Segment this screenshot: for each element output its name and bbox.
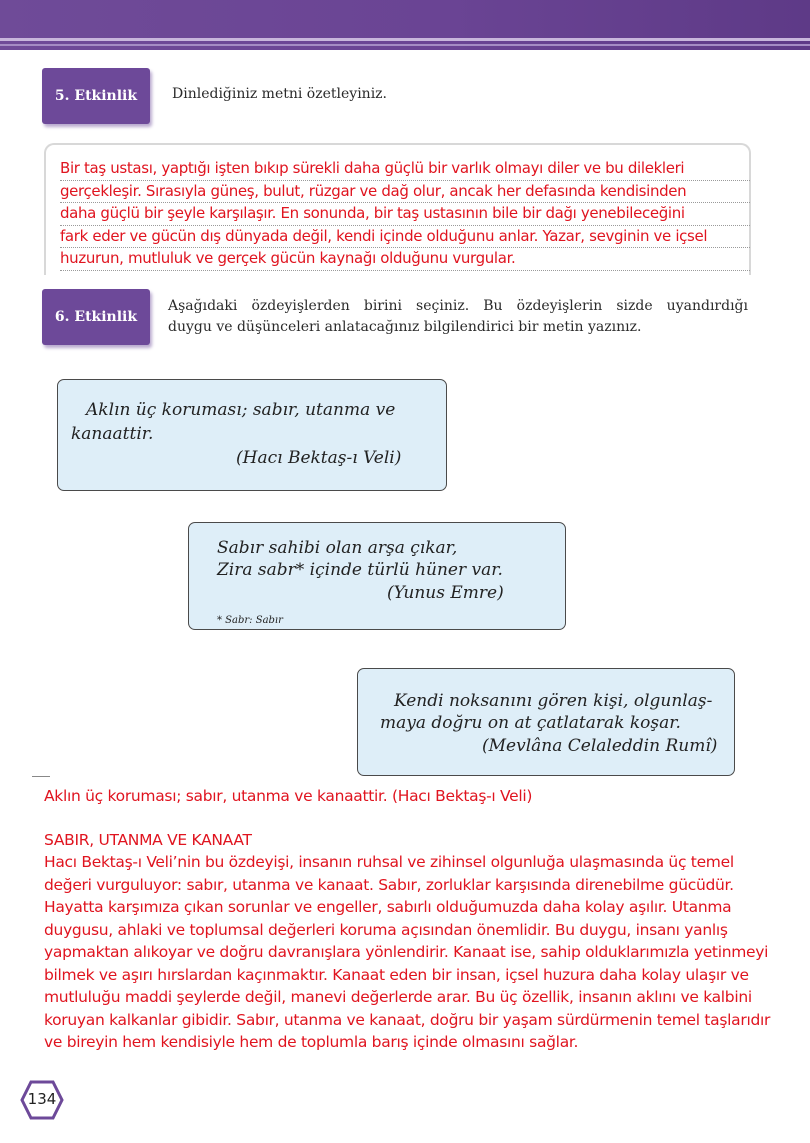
- activity-6-instruction-line: Aşağıdaki özdeyişlerden birini seçiniz. Bu özdeyişlerin sizde uyandırdığı: [168, 298, 748, 314]
- activity-6-instruction: [168, 296, 748, 338]
- quote-author: (Hacı Bektaş-ı Veli): [236, 448, 402, 468]
- quote-line: Kendi noksanını gören kişi, olgunlaş-: [394, 691, 713, 711]
- footnote: * Sabr: Sabır: [217, 615, 283, 626]
- essay-line: bilmek ve aşırı hırslardan kaçınmaktır. Kanaat eden bir insan, içsel huzura daha kolay ulaşır ve: [44, 965, 749, 984]
- essay-heading: SABIR, UTANMA VE KANAAT: [44, 831, 252, 849]
- essay-line: koruyan kalkanlar gibidir. Sabır, utanma ve kanaat, doğru bir yaşam sürdürmenin temel taşlarıdır: [44, 1010, 771, 1029]
- page-number-badge: [20, 1080, 64, 1120]
- quote-line: Aklın üç koruması; sabır, utanma ve: [86, 400, 396, 420]
- quote-line: Zira sabr* içinde türlü hüner var.: [217, 560, 503, 580]
- activity-6-label: 6. Etkinlik: [42, 289, 150, 345]
- header-stripe: [0, 38, 810, 41]
- essay-line: değeri vurguluyor: sabır, utanma ve kanaat. Sabır, zorluklar karşısında direnebilme gücüdür.: [44, 875, 734, 894]
- quote-line: kanaattir.: [71, 424, 154, 444]
- essay-line: duygusu, ahlaki ve toplumsal değerleri koruma açısından önemlidir. Bu duygu, insanı yanlış: [44, 920, 728, 939]
- quote-author: (Mevlâna Celaleddin Rumî): [482, 736, 718, 756]
- activity-5-instruction: Dinlediğiniz metni özetleyiniz.: [172, 86, 387, 102]
- quote-card-yunus-emre: [188, 522, 566, 630]
- header-band: [0, 0, 810, 50]
- essay-line: ve bireyin hem kendisiyle hem de toplumla barış içinde olmasını sağlar.: [44, 1033, 579, 1051]
- essay-line: mutluluğu maddi şeylerde değil, manevi değerlerde arar. Bu üç özellik, insanın aklını ve kalbini: [44, 988, 752, 1006]
- divider-mark: [32, 776, 50, 777]
- essay-body: [44, 851, 794, 1054]
- activity-6-instruction-line: duygu ve düşünceleri anlatacağınız bilgilendirici bir metin yazınız.: [168, 319, 642, 335]
- quote-card-mevlana: [357, 668, 735, 776]
- summary-line-text: fark eder ve gücün dış dünyada değil, kendi içinde olduğunu anlar. Yazar, sevginin ve içsel: [60, 226, 708, 245]
- essay-line: Hacı Bektaş-ı Veli’nin bu özdeyişi, insanın ruhsal ve zihinsel olgunluğa ulaşmasında üç temel: [44, 853, 734, 871]
- quote-line: Sabır sahibi olan arşa çıkar,: [217, 538, 458, 558]
- quote-card-haci-bektas: [57, 379, 447, 491]
- quote-line: maya doğru on at çatlatarak koşar.: [380, 713, 681, 733]
- activity-5-label: 5. Etkinlik: [42, 68, 150, 124]
- summary-answer-text: [60, 157, 760, 270]
- quote-author: (Yunus Emre): [387, 583, 504, 603]
- header-stripe-secondary: [0, 44, 810, 46]
- summary-line-text: huzurun, mutluluk ve gerçek gücün kaynağı olduğunu vurgular.: [60, 249, 516, 267]
- summary-line-text: gerçekleşir. Sırasıyla güneş, bulut, rüzgar ve dağ olur, ancak her defasında kendisinden: [60, 181, 687, 200]
- essay-line: Hayatta karşımıza çıkan sorunlar ve engeller, sabırlı olduğumuzda daha kolay aşılır. Utanma: [44, 898, 732, 916]
- chosen-quote: Aklın üç koruması; sabır, utanma ve kanaattir. (Hacı Bektaş-ı Veli): [44, 787, 533, 805]
- summary-line-text: Bir taş ustası, yaptığı işten bıkıp sürekli daha güçlü bir varlık olmayı diler ve bu dilekleri: [60, 159, 685, 177]
- essay-line: yapmaktan alıkoyar ve doğru davranışlara yönlendirir. Kanaat ise, sahip olduklarımızla yetinmeyi: [44, 943, 769, 961]
- summary-line-text: daha güçlü bir şeyle karşılaşır. En sonunda, bir taş ustasının bile bir dağı yenebileceğini: [60, 204, 685, 222]
- page-number: 134: [27, 1090, 57, 1108]
